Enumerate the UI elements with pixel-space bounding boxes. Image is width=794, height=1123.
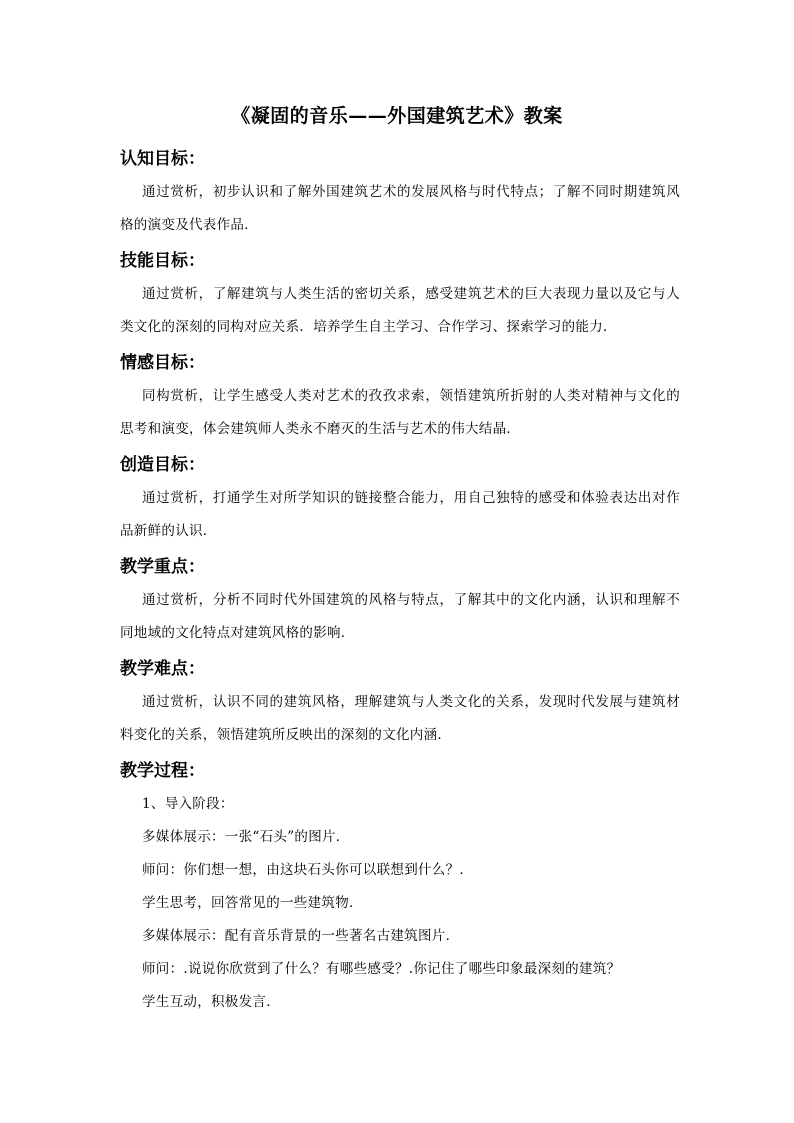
process-line: 师问：你们想一想，由这块石头你可以联想到什么？． [142,862,474,878]
section-heading: 教学重点： [120,557,205,577]
section-paragraph: 通过赏析，初步认识和了解外国建筑艺术的发展风格与时代特点；了解不同时期建筑风格的演变及代表作品． [120,184,680,233]
process-line: 学生互动，积极发言． [142,994,280,1010]
process-line: 学生思考，回答常见的一些建筑物． [142,895,363,911]
process-line: 多媒体展示：配有音乐背景的一些著名古建筑图片． [142,928,460,944]
section-teaching-process [120,758,680,1019]
process-line: 1、导入阶段： [142,796,234,812]
section-creative-goal [120,452,680,548]
document-body [120,146,680,1025]
section-skill-goal [120,248,680,344]
section-paragraph: 通过赏析，分析不同时代外国建筑的风格与特点，了解其中的文化内涵，认识和理解不同地域的文化特点对建筑风格的影响． [120,592,680,641]
section-paragraph: 通过赏析，打通学生对所学知识的链接整合能力，用自己独特的感受和体验表达出对作品新鲜的认识． [120,490,680,539]
process-line: 师问：.说说你欣赏到了什么？有哪些感受？.你记住了哪些印象最深刻的建筑？ [142,961,621,977]
section-teaching-focus [120,554,680,650]
section-teaching-difficulty [120,656,680,752]
section-cognitive-goal [120,146,680,242]
section-heading: 教学难点： [120,659,205,679]
section-paragraph: 同构赏析，让学生感受人类对艺术的孜孜求索，领悟建筑所折射的人类对精神与文化的思考和演变，体会建筑师人类永不磨灭的生活与艺术的伟大结晶． [120,388,680,437]
process-list [120,788,680,1019]
section-heading: 情感目标： [120,353,205,373]
section-emotional-goal [120,350,680,446]
section-paragraph: 通过赏析，认识不同的建筑风格，理解建筑与人类文化的关系，发现时代发展与建筑材料变化的关系，领悟建筑所反映出的深刻的文化内涵． [120,694,680,743]
section-heading: 技能目标： [120,251,205,271]
section-heading: 创造目标： [120,455,205,475]
process-line: 多媒体展示：一张“石头”的图片． [142,829,350,845]
section-heading: 教学过程： [120,761,205,781]
section-heading: 认知目标： [120,149,205,169]
section-paragraph: 通过赏析，了解建筑与人类生活的密切关系，感受建筑艺术的巨大表现力量以及它与人类文化的深刻的同构对应关系．培养学生自主学习、合作学习、探索学习的能力． [120,286,680,335]
document-title: 《凝固的音乐——外国建筑艺术》教案 [231,105,563,127]
